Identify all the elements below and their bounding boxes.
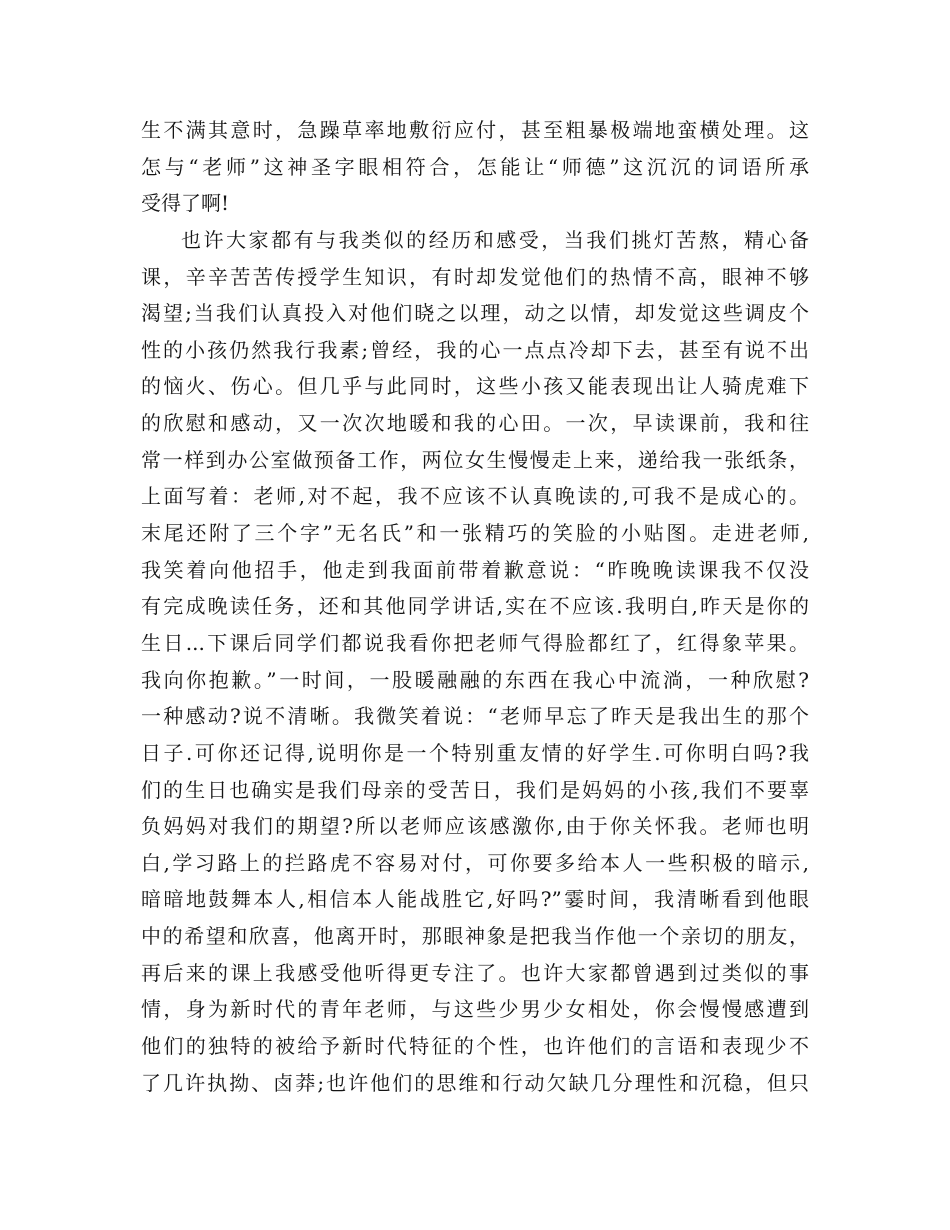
text-line: 我向你抱歉。”一时间，一股暖融融的东西在我心中流淌，一种欣慰? [141,667,809,692]
text-line: 的欣慰和感动，又一次次地暖和我的心田。一次，早读课前，我和往 [141,411,809,436]
text-line: 日子.可你还记得,说明你是一个特别重友情的好学生.可你明白吗?我 [141,740,809,765]
text-line: 暗暗地鼓舞本人,相信本人能战胜它,好吗?”霎时间，我清晰看到他眼 [141,887,809,912]
text-line: 性的小孩仍然我行我素;曾经，我的心一点点冷却下去，甚至有说不出 [141,337,809,362]
text-line: 我笑着向他招手，他走到我面前带着歉意说：“昨晚晚读课我不仅没 [141,557,809,582]
text-line: 再后来的课上我感受他听得更专注了。也许大家都曾遇到过类似的事 [141,960,809,985]
text-line: 的恼火、伤心。但几乎与此同时，这些小孩又能表现出让人骑虎难下 [141,374,809,399]
text-line: 课，辛辛苦苦传授学生知识，有时却发觉他们的热情不高，眼神不够 [141,264,809,289]
text-line: 渴望;当我们认真投入对他们晓之以理，动之以情，却发觉这些调皮个 [141,301,809,326]
document-body [141,112,809,1101]
text-line: 了几许执拗、卤莽;也许他们的思维和行动欠缺几分理性和沉稳，但只 [141,1070,809,1095]
text-line: 生日...下课后同学们都说我看你把老师气得脸都红了，红得象苹果。 [141,630,809,655]
text-line: 们的生日也确实是我们母亲的受苦日，我们是妈妈的小孩,我们不要辜 [141,777,809,802]
text-line: 也许大家都有与我类似的经历和感受，当我们挑灯苦熬，精心备 [181,227,809,252]
paragraph-2 [141,222,809,1101]
text-line: 有完成晚读任务，还和其他同学讲话,实在不应该.我明白,昨天是你的 [141,594,809,619]
text-line: 情，身为新时代的青年老师，与这些少男少女相处，你会慢慢感遭到 [141,997,809,1022]
text-line: 中的希望和欣喜，他离开时，那眼神象是把我当作他一个亲切的朋友， [141,924,809,949]
text-line: 负妈妈对我们的期望?所以老师应该感激你,由于你关怀我。老师也明 [141,814,809,839]
text-line: 上面写着：老师,对不起，我不应该不认真晚读的,可我不是成心的。 [141,484,809,509]
text-line: 他们的独特的被给予新时代特征的个性，也许他们的言语和表现少不 [141,1034,809,1059]
paragraph-1 [141,112,809,222]
text-line: 怎与“老师”这神圣字眼相符合，怎能让“师德”这沉沉的词语所承 [141,154,809,179]
text-line: 常一样到办公室做预备工作，两位女生慢慢走上来，递给我一张纸条， [141,447,809,472]
text-line: 末尾还附了三个字”无名氏”和一张精巧的笑脸的小贴图。走进老师, [141,521,809,546]
text-line: 一种感动?说不清晰。我微笑着说：“老师早忘了昨天是我出生的那个 [141,704,809,729]
text-line: 生不满其意时，急躁草率地敷衍应付，甚至粗暴极端地蛮横处理。这 [141,118,809,142]
text-line: 白,学习路上的拦路虎不容易对付，可你要多给本人一些积极的暗示, [141,850,809,875]
text-line: 受得了啊! [141,191,230,216]
